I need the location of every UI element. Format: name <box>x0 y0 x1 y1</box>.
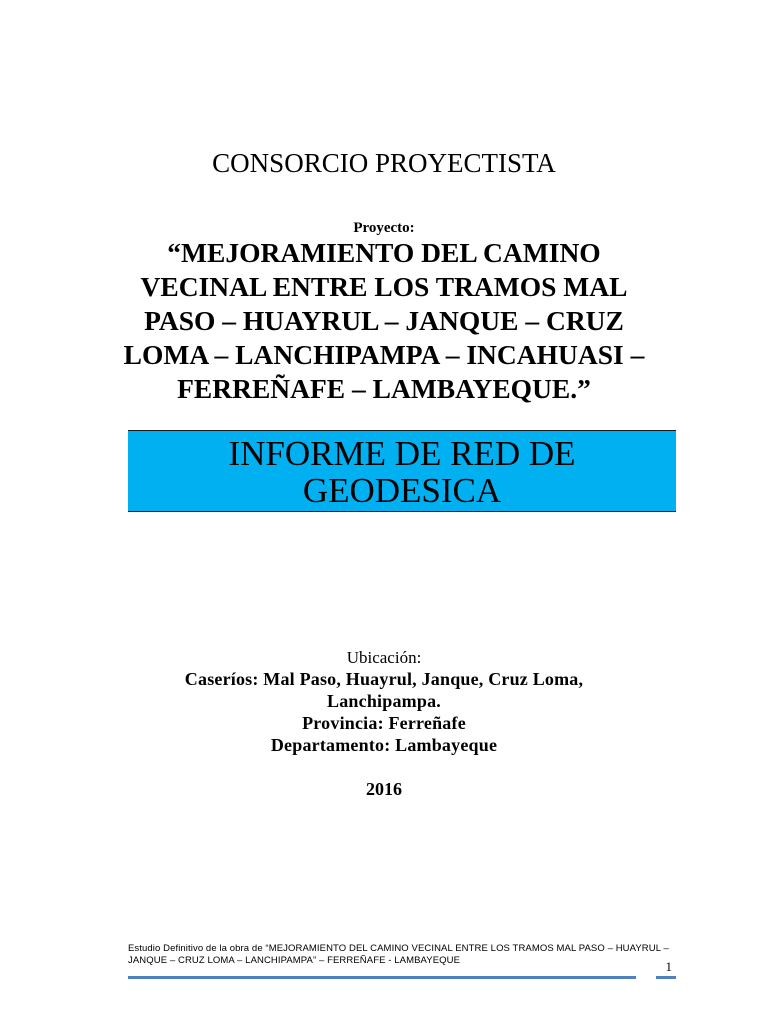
caserios-line-2: Lanchipampa. <box>327 691 441 711</box>
caserios-line-1: Caseríos: Mal Paso, Huayrul, Janque, Cruz Loma, <box>184 669 584 689</box>
report-title-line-2: GEODESICA <box>302 471 502 510</box>
footer-rule-short <box>656 976 676 979</box>
departamento-line: Departamento: Lambayeque <box>270 735 498 755</box>
location-block <box>140 648 628 756</box>
footer-text: Estudio Definitivo de la obra de “MEJORAMIENTO DEL CAMINO VECINAL ENTRE LOS TRAMOS MAL PASO – HUAYRUL – JANQUE – CRUZ LOMA – LANCHIPAMPA” – FERREÑAFE - LAMBAYEQUE <box>128 943 669 966</box>
footer-rule <box>128 976 636 979</box>
location-label: Ubicación: <box>346 648 422 667</box>
document-year: 2016 <box>366 779 402 799</box>
page-number: 1 <box>665 959 672 974</box>
report-title-box <box>128 430 676 512</box>
provincia-line: Provincia: Ferreñafe <box>302 713 466 733</box>
report-title-line-1: INFORME DE RED DE <box>228 434 576 473</box>
project-label: Proyecto: <box>353 220 415 236</box>
organization-title: CONSORCIO PROYECTISTA <box>212 148 556 178</box>
project-title: “MEJORAMIENTO DEL CAMINO VECINAL ENTRE LOS TRAMOS MAL PASO – HUAYRUL – JANQUE – CRUZ LOMA – LANCHIPAMPA – INCAHUASI – FERREÑAFE – LAMBAYEQUE.” <box>123 237 645 404</box>
